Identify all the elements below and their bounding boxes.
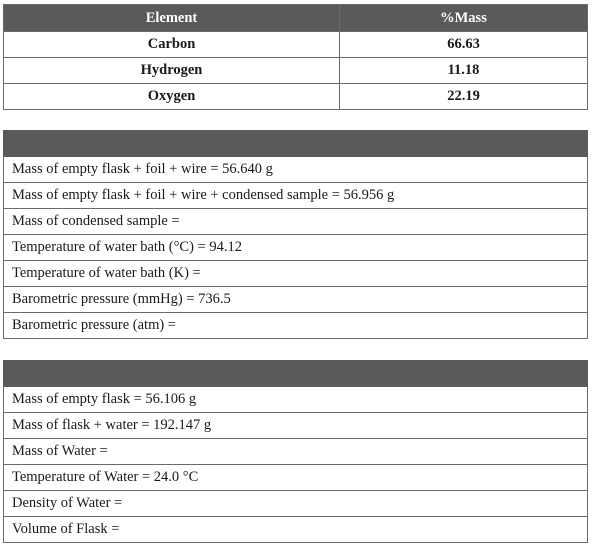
table-row	[4, 32, 588, 58]
table-row	[4, 313, 588, 339]
data-cell: Mass of Water =	[4, 439, 588, 465]
table-row	[4, 261, 588, 287]
table-header-bar	[4, 131, 588, 157]
column-header-element: Element	[4, 5, 340, 32]
data-cell: Temperature of water bath (K) =	[4, 261, 588, 287]
data-cell: Temperature of water bath (°C) = 94.12	[4, 235, 588, 261]
table-row	[4, 183, 588, 209]
data-cell: Volume of Flask =	[4, 517, 588, 543]
table-header-bar	[4, 361, 588, 387]
header-bar	[4, 131, 588, 157]
table-row	[4, 517, 588, 543]
composition-table	[3, 4, 588, 110]
data-cell: Barometric pressure (atm) =	[4, 313, 588, 339]
data-cell: Mass of empty flask + foil + wire + condensed sample = 56.956 g	[4, 183, 588, 209]
table-row	[4, 235, 588, 261]
element-cell: Oxygen	[4, 84, 340, 110]
data-cell: Temperature of Water = 24.0 °C	[4, 465, 588, 491]
data-cell: Density of Water =	[4, 491, 588, 517]
table-row	[4, 84, 588, 110]
data-cell: Mass of condensed sample =	[4, 209, 588, 235]
table-row	[4, 413, 588, 439]
table-row	[4, 58, 588, 84]
composition-header-row	[4, 5, 588, 32]
column-header-mass-percent: %Mass	[340, 5, 588, 32]
header-bar	[4, 361, 588, 387]
table-row	[4, 465, 588, 491]
mass-percent-cell: 66.63	[340, 32, 588, 58]
element-cell: Hydrogen	[4, 58, 340, 84]
data-cell: Mass of flask + water = 192.147 g	[4, 413, 588, 439]
data-cell: Barometric pressure (mmHg) = 736.5	[4, 287, 588, 313]
element-cell: Carbon	[4, 32, 340, 58]
table-row	[4, 157, 588, 183]
mass-percent-cell: 22.19	[340, 84, 588, 110]
table-row	[4, 439, 588, 465]
table-row	[4, 287, 588, 313]
mass-percent-cell: 11.18	[340, 58, 588, 84]
table-row	[4, 209, 588, 235]
table-row	[4, 387, 588, 413]
flask-volume-table	[3, 360, 588, 543]
data-cell: Mass of empty flask = 56.106 g	[4, 387, 588, 413]
data-cell: Mass of empty flask + foil + wire = 56.640 g	[4, 157, 588, 183]
vapor-sample-table	[3, 130, 588, 339]
table-row	[4, 491, 588, 517]
